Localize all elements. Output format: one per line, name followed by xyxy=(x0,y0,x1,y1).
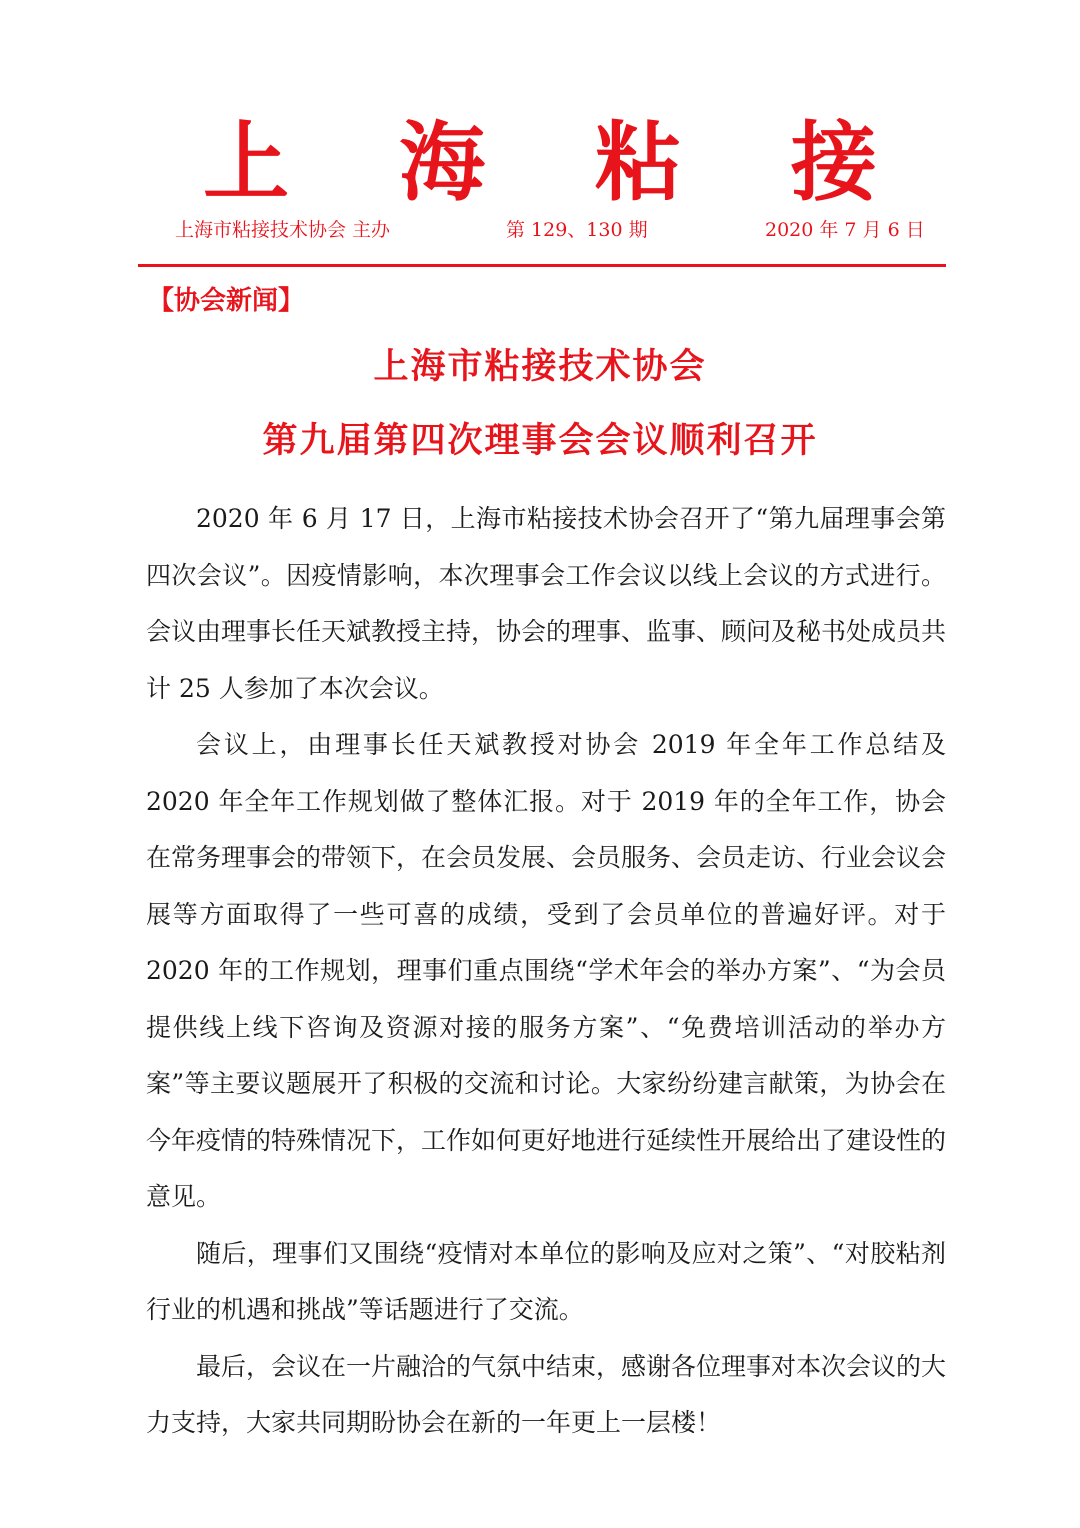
masthead-date: 2020 年 7 月 6 日 xyxy=(765,219,925,241)
masthead-title: 上 海 粘 接 xyxy=(203,112,917,213)
masthead-organizer: 上海市粘接技术协会 主办 xyxy=(175,219,391,241)
masthead-divider xyxy=(138,264,946,267)
article-headline-line1: 上海市粘接技术协会 xyxy=(373,346,707,387)
masthead-issue-number: 第 129、130 期 xyxy=(506,219,648,241)
article-paragraph: 最后，会议在一片融洽的气氛中结束，感谢各位理事对本次会议的大力支持，大家共同期盼协会在新的一年更上一层楼！ xyxy=(146,1351,947,1437)
article-headline-line2: 第九届第四次理事会会议顺利召开 xyxy=(262,420,818,461)
article-paragraph: 会议上，由理事长任天斌教授对协会 2019 年全年工作总结及 2020 年全年工作规划做了整体汇报。对于 2019 年的全年工作，协会在常务理事会的带领下，在会员发展、会员服务、会员走访、行业会议会展等方面取得了一些可喜的成绩，受到了会员单位的普遍好评。对于 2020 年的工作规划，理事们重点围绕“学术年会的举办方案”、“为会员提供线上线下咨询及资源对接的服务方案”、“免费培训活动的举办方案”等主要议题展开了积极的交流和讨论。大家纷纷建言献策，为协会在今年疫情的特殊情况下，工作如何更好地进行延续性开展给出了建设性的意见。 xyxy=(146,730,947,1211)
article-body xyxy=(146,491,946,1452)
section-tag: 【协会新闻】 xyxy=(148,286,305,316)
article-paragraph: 随后，理事们又围绕“疫情对本单位的影响及应对之策”、“对胶粘剂行业的机遇和挑战”等话题进行了交流。 xyxy=(146,1238,946,1324)
article-paragraph: 2020 年 6 月 17 日，上海市粘接技术协会召开了“第九届理事会第四次会议”。因疫情影响，本次理事会工作会议以线上会议的方式进行。会议由理事长任天斌教授主持，协会的理事、监事、顾问及秘书处成员共计 25 人参加了本次会议。 xyxy=(146,504,947,703)
